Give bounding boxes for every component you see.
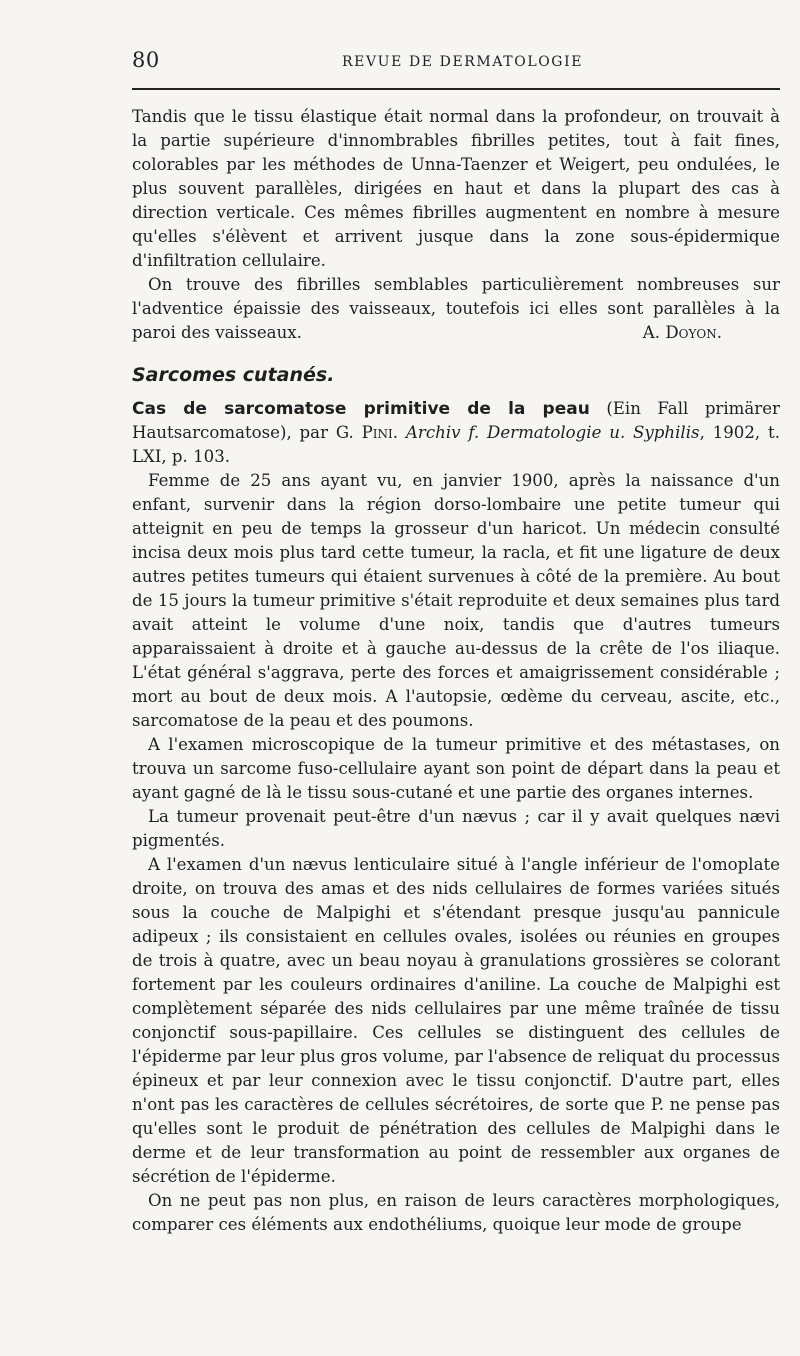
citation-journal: Archiv f. Dermatologie u. Syphilis xyxy=(405,423,700,442)
section-title: Sarcomes cutanés. xyxy=(132,364,335,386)
previous-article-signoff xyxy=(132,321,780,345)
journal-title: REVUE DE DERMATOLOGIE xyxy=(342,54,584,70)
page-number: 80 xyxy=(132,48,160,72)
article-paragraph: Femme de 25 ans ayant vu, en janvier 1900, après la naissance d'un enfant, survenir dans la région dorso-lombaire une petite tumeur qui atteignit en peu de temps la grosseur d'un haricot. Un médecin consulté incisa deux mois plus tard cette tumeur, la racla, et fit une ligature de deux autres petites tumeurs qui étaient survenues à côté de la première. Au bout de 15 jours la tumeur primitive s'était reproduite et deux semaines plus tard avait atteint le volume d'une noix, tandis que d'autres tumeurs apparaissaient à droite et à gauche au-dessus de la crête de l'os iliaque. L'état général s'aggrava, perte des forces et amaigrissement considérable ; mort au bout de deux mois. A l'autopsie, œdème du cerveau, ascite, etc., sarcomatose de la peau et des poumons. xyxy=(132,471,780,730)
article-paragraph: A l'examen microscopique de la tumeur primitive et des métastases, on trouva un sarcome fuso-cellulaire ayant son point de départ dans la peau et ayant gagné de là le tissu sous-cutané et une partie des organes internes. xyxy=(132,735,780,802)
article-citation xyxy=(132,397,780,469)
citation-author: Pini xyxy=(361,423,393,442)
citation-separator: . xyxy=(392,423,406,442)
article-paragraph: La tumeur provenait peut-être d'un nævus ; car il y avait quelques nævi pigmentés. xyxy=(132,807,780,850)
article-paragraph: A l'examen d'un nævus lenticulaire situé à l'angle inférieur de l'omoplate droite, on trouva des amas et des nids cellulaires de formes variées situés sous la couche de Malpighi et s'étendant presque jusqu'au pannicule adipeux ; ils consistaient en cellules ovales, isolées ou réunies en groupes de trois à quatre, avec un beau noyau à granulations grossières se colorant fortement par les couleurs ordinaires d'aniline. La couche de Malpighi est complètement séparée des nids cellulaires par une même traînée de tissu conjonctif sous-papillaire. Ces cellules se distinguent des cellules de l'épiderme par leur plus gros volume, par l'absence de reliquat du processus épineux et par leur connexion avec le tissu conjonctif. D'autre part, elles n'ont pas les caractères de cellules sécrétoires, de sorte que P. ne pense pas qu'elles sont le produit de pénétration des cellules de Malpighi dans le derme et de leur transformation au point de ressembler aux organes de sécrétion de l'épiderme. xyxy=(132,855,780,1186)
article-paragraph: On ne peut pas non plus, en raison de leurs caractères morphologiques, comparer ces éléments aux endothéliums, quoique leur mode de groupe xyxy=(132,1191,780,1234)
previous-article-closing-text: paroi des vaisseaux. xyxy=(132,323,302,342)
author-signature: A. Doyon. xyxy=(642,323,722,342)
citation-original-title: (Ein Fall primärer Hautsarcomatose), par G. xyxy=(132,399,780,442)
citation-details: , 1902, t. LXI, p. 103. xyxy=(132,423,780,466)
header-rule xyxy=(132,88,780,90)
previous-article-paragraph: On trouve des fibrilles semblables particulièrement nombreuses sur l'adventice épaissie des vaisseaux, toutefois ici elles sont parallèles à la xyxy=(132,275,780,318)
previous-article-paragraph: Tandis que le tissu élastique était normal dans la profondeur, on trouvait à la partie supérieure d'innombrables fibrilles petites, tout à fait fines, colorables par les méthodes de Unna-Taenzer et Weigert, peu ondulées, le plus souvent parallèles, dirigées en haut et dans la plupart des cas à direction verticale. Ces mêmes fibrilles augmentent en nombre à mesure qu'elles s'élèvent et arrivent jusque dans la zone sous-épidermique d'infiltration cellulaire. xyxy=(132,107,780,270)
running-head xyxy=(132,48,780,78)
body-text xyxy=(132,105,780,1237)
article-heading: Cas de sarcomatose primitive de la peau xyxy=(132,399,590,419)
